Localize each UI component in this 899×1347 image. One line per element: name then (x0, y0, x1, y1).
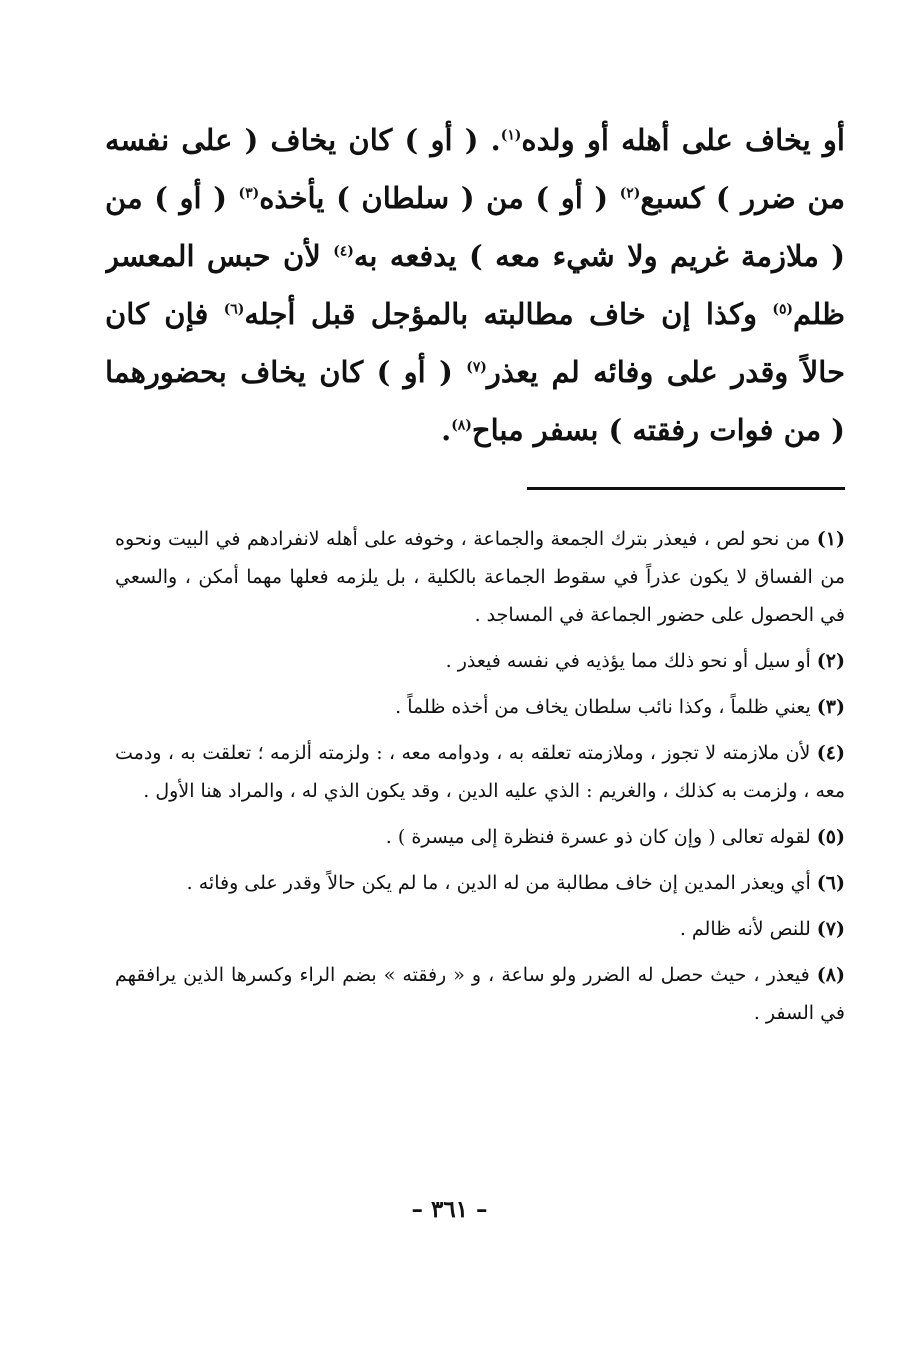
main-text-line (105, 169, 845, 227)
footnote-item (115, 910, 845, 948)
main-text-segment: من ضرر ) كسبع (640, 181, 845, 215)
footnote-marker: (٥) (772, 301, 794, 318)
main-text-segment: . ( أو ) كان يخاف ( على نفسه (105, 123, 501, 157)
main-text-segment: فإن كان (105, 297, 224, 331)
footnote-number: (٢) (816, 650, 845, 672)
main-text-segment: . (441, 413, 452, 447)
footnote-text: فيعذر ، حيث حصل له الضرر ولو ساعة ، و « رفقته » بضم الراء وكسرها الذين يرافقهم في السفر . (115, 964, 845, 1024)
footnote-text: يعني ظلماً ، وكذا نائب سلطان يخاف من أخذه ظلماً . (395, 696, 817, 718)
footnote-marker: (٢) (619, 185, 641, 202)
footnote-marker: (٣) (238, 185, 260, 202)
main-text-segment: ( أو ) من ( سلطان ) يأخذه (259, 181, 620, 215)
footnote-divider (527, 487, 845, 490)
footnote-marker: (١) (500, 127, 522, 144)
main-text-line (105, 343, 845, 401)
main-text-segment: ( أو ) كان يخاف بحضورهما (105, 355, 467, 389)
footnote-number: (٧) (816, 918, 845, 940)
footnote-item (115, 864, 845, 902)
footnote-marker: (٨) (451, 417, 472, 434)
footnote-item (115, 734, 845, 810)
footnote-text: لقوله تعالى ( وإن كان ذو عسرة فنظرة إلى ميسرة ) . (385, 826, 817, 848)
main-text-segment: ظلم (793, 297, 845, 331)
main-text-line (105, 285, 845, 343)
footnote-number: (٦) (816, 872, 845, 894)
footnote-text: أو سيل أو نحو ذلك مما يؤذيه في نفسه فيعذر . (445, 650, 817, 672)
main-text-segment: لأن حبس المعسر (105, 239, 334, 273)
main-text-segment: ( أو ) من (105, 181, 239, 215)
footnote-number: (٨) (816, 964, 845, 986)
page-number: – ٣٦١ – (411, 1196, 488, 1223)
footnotes-section (115, 520, 845, 1040)
footnote-item (115, 818, 845, 856)
footnote-item (115, 688, 845, 726)
footnote-text: من نحو لص ، فيعذر بترك الجمعة والجماعة ، وخوفه على أهله لانفرادهم في البيت ونحوه من الفساق لا يكون عذراً في سقوط الجماعة بالكلية ، بل يلزمه فعلها مهما أمكن ، والسعي في الحصول على حضور الجماعة في المساجد . (115, 528, 845, 626)
footnote-number: (٣) (816, 696, 845, 718)
footnote-marker: (٦) (223, 301, 245, 318)
main-text-block (105, 111, 845, 459)
main-text-segment: أو يخاف على أهله أو ولده (521, 123, 845, 157)
footnote-number: (١) (816, 528, 845, 550)
footnote-marker: (٤) (333, 243, 354, 260)
main-text-line (105, 111, 845, 169)
footnote-item (115, 642, 845, 680)
main-text-segment: ( ملازمة غريم ولا شيء معه ) يدفعه به (353, 239, 845, 273)
footnote-number: (٤) (816, 742, 845, 764)
main-text-line (105, 401, 845, 459)
footnote-text: لأن ملازمته لا تجوز ، وملازمته تعلقه به ، ودوامه معه ، : ولزمته ألزمه ؛ تعلقت به ، ودمت معه ، ولزمت به كذلك ، والغريم : الذي عليه الدين ، وقد يكون الذي له ، والمراد هنا الأول . (115, 742, 845, 802)
main-text-segment: وكذا إن خاف مطالبته بالمؤجل قبل أجله (244, 297, 773, 331)
footnote-item (115, 956, 845, 1032)
footnote-marker: (٧) (466, 359, 487, 376)
footnote-text: أي ويعذر المدين إن خاف مطالبة من له الدين ، ما لم يكن حالاً وقدر على وفائه . (186, 872, 817, 894)
footnote-number: (٥) (816, 826, 845, 848)
main-text-segment: ( من فوات رفقته ) بسفر مباح (471, 413, 845, 447)
footnote-item (115, 520, 845, 634)
main-text-segment: حالاً وقدر على وفائه لم يعذر (486, 355, 845, 389)
main-text-line (105, 227, 845, 285)
footnote-text: للنص لأنه ظالم . (679, 918, 817, 940)
